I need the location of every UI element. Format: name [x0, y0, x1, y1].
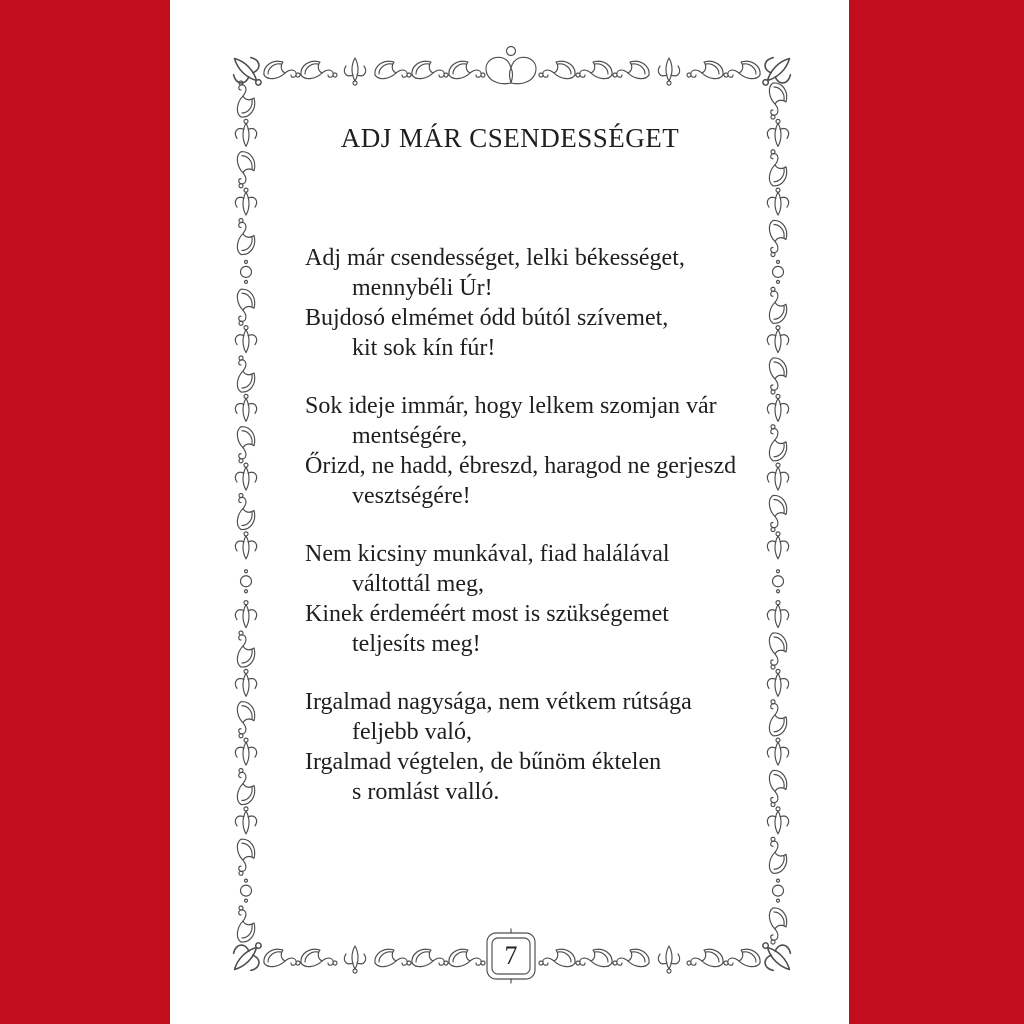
stanza-4	[305, 687, 785, 807]
fleur-ornament	[235, 463, 256, 490]
leafH-ornament	[237, 81, 254, 117]
leafH-ornament	[237, 839, 254, 875]
poem-line: Sok ideje immár, hogy lelkem szomjan vár	[305, 393, 717, 419]
poem-line: s romlást valló.	[352, 779, 500, 805]
poem-line: Irgalmad nagysága, nem vétkem rútsága	[305, 689, 692, 715]
leafH-ornament	[237, 356, 254, 392]
poem-line: mentségére,	[352, 423, 468, 449]
leafH-ornament	[449, 61, 485, 78]
leafH-ornament	[237, 289, 254, 325]
circleUnit-ornament	[241, 570, 252, 593]
leafH-ornament	[237, 906, 254, 942]
stanza-2	[305, 391, 785, 511]
poem-line: Nem kicsiny munkával, fiad halálával	[305, 541, 670, 567]
stanza-3	[305, 539, 785, 659]
poem-line: teljesíts meg!	[352, 631, 481, 657]
leafH-ornament	[301, 61, 337, 78]
leafH-ornament	[264, 61, 300, 78]
leafH-ornament	[237, 219, 254, 255]
leafH-ornament	[539, 61, 575, 78]
circleUnit-ornament	[241, 879, 252, 902]
poem-line: feljebb való,	[352, 719, 472, 745]
fleur-ornament	[767, 188, 788, 215]
circleUnit-ornament	[241, 260, 252, 283]
fleur-ornament	[235, 601, 256, 628]
leafH-ornament	[769, 83, 786, 119]
leafH-ornament	[237, 427, 254, 463]
poem-line: Bujdosó elmémet ódd bútól szívemet,	[305, 305, 669, 331]
poem-line: Irgalmad végtelen, de bűnöm éktelen	[305, 749, 662, 775]
leafH-ornament	[412, 61, 448, 78]
fleur-ornament	[235, 326, 256, 353]
fleur-ornament	[235, 738, 256, 765]
page-number: 7	[504, 941, 518, 970]
leafH-ornament	[237, 494, 254, 530]
poem-title: ADJ MÁR CSENDESSÉGET	[340, 123, 680, 153]
leafH-ornament	[769, 150, 786, 186]
leafH-ornament	[613, 61, 649, 78]
poem-line: Adj már csendességet, lelki békességet,	[305, 245, 685, 271]
poem-line: váltottál meg,	[352, 571, 484, 597]
leafH-ornament	[576, 61, 612, 78]
fleur-ornament	[235, 188, 256, 215]
poem-line: Őrizd, ne hadd, ébreszd, haragod ne gerjeszd	[305, 453, 737, 479]
fleur-ornament	[235, 669, 256, 696]
fleur-ornament	[235, 532, 256, 559]
leafH-ornament	[375, 61, 411, 78]
tulip-ornament	[486, 47, 536, 84]
leafH-ornament	[237, 631, 254, 667]
poem-line: mennybéli Úr!	[352, 275, 493, 301]
leafH-ornament	[687, 61, 723, 78]
poem-line: kit sok kín fúr!	[352, 335, 496, 361]
stanza-1	[305, 243, 785, 363]
leafH-ornament	[769, 908, 786, 944]
leafH-ornament	[237, 702, 254, 738]
leafH-ornament	[769, 837, 786, 873]
fleur-ornament	[235, 394, 256, 421]
leafH-ornament	[724, 61, 760, 78]
fleur-ornament	[235, 807, 256, 834]
leafH-ornament	[237, 769, 254, 805]
leafH-ornament	[237, 152, 254, 188]
circleUnit-ornament	[773, 879, 784, 902]
poem-line: Kinek érdeméért most is szükségemet	[305, 601, 669, 627]
poem-line: vesztségére!	[352, 483, 471, 509]
fleur-ornament	[658, 58, 679, 85]
poem-body	[305, 243, 785, 835]
fleur-ornament	[344, 58, 365, 85]
